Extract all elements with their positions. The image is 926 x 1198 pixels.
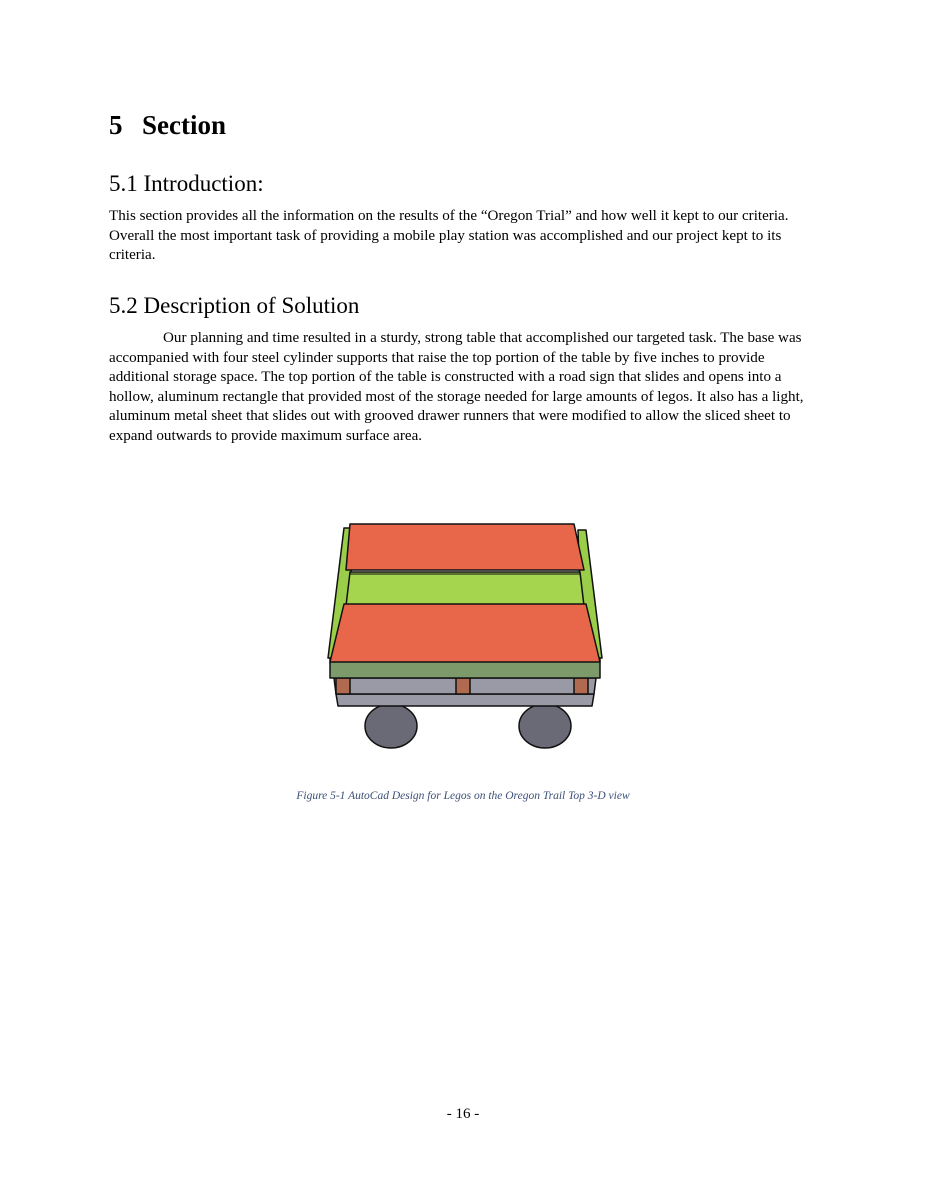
chassis-bottom — [336, 694, 594, 706]
introduction-paragraph: This section provides all the information on the results of the “Oregon Trial” and how well it kept to our criteria. Overall the most important task of providing a mobile play station was accomplished and our project kept to its criteria. — [109, 208, 789, 263]
support-block-right — [574, 678, 588, 694]
autocad-table-figure — [326, 518, 604, 754]
solution-heading: 5.2 Description of Solution — [109, 293, 360, 318]
figure-caption: Figure 5-1 AutoCad Design for Legos on the Oregon Trail Top 3-D view — [296, 790, 630, 802]
solution-paragraph: Our planning and time resulted in a sturdy, strong table that accomplished our targeted task. The base was accompanied with four steel cylinder supports that raise the top portion of the table by five inches to provide additional storage space. The top portion of the table is constructed with a road sign that slides and opens into a hollow, aluminum rectangle that provided most of the storage needed for large amounts of legos. It also has a light, aluminum metal sheet that slides out with grooved drawer runners that were modified to allow the sliced sheet to expand outwards to provide maximum surface area. — [109, 330, 804, 444]
inner-tray — [346, 572, 584, 606]
introduction-heading: 5.1 Introduction: — [109, 171, 264, 196]
wheel-right — [519, 704, 571, 748]
support-block-left — [336, 678, 350, 694]
section-number: 5 — [109, 110, 123, 140]
support-block-middle — [456, 678, 470, 694]
top-panel-back — [346, 524, 584, 570]
section-title: Section — [142, 110, 226, 140]
page-number: - 16 - — [446, 1106, 480, 1122]
section-heading — [109, 108, 226, 142]
wheel-left — [365, 704, 417, 748]
top-panel-front — [330, 604, 600, 662]
